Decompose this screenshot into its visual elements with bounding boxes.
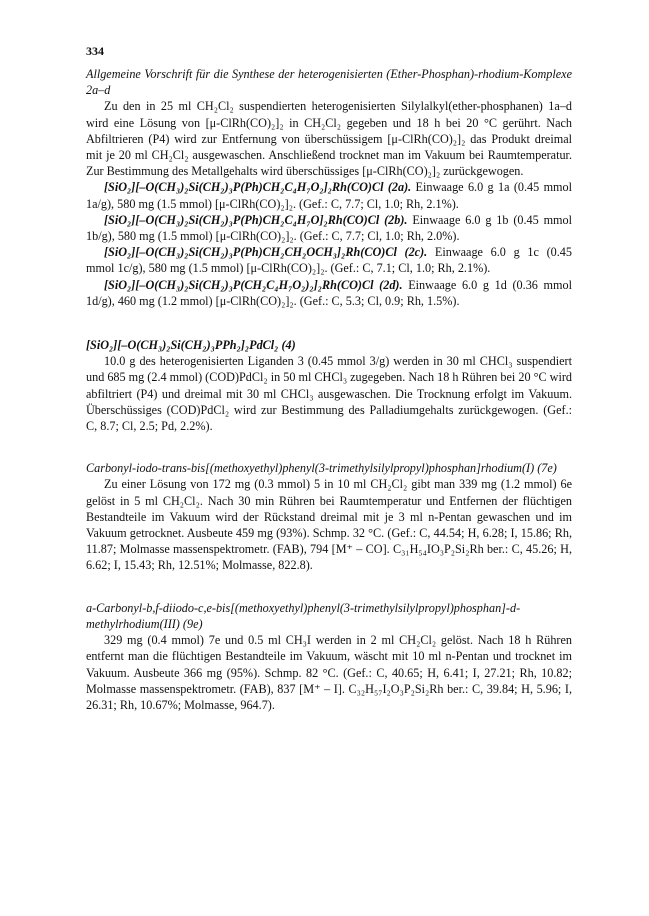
section-heading-compound-9e: a-Carbonyl-b,f-diiodo-c,e-bis[(methoxyethyl)phenyl(3-trimethylsilylpropyl)phosphan]-d-methylrhodium(III) (9e) — [86, 600, 521, 631]
paragraph-general-procedure: Zu den in 25 ml CH₂Cl₂ suspendierten heterogenisierten Silylalkyl(ether-phosphanen) 1a–d wird eine Lösung von [μ-ClRh(CO)₂]₂ in CH₂Cl₂ gegeben und 18 h bei 20 °C gerührt. Nach Abfiltrieren (P4) wird zur Entfernung von überschüssigem [μ-ClRh(CO)₂]₂ das Produkt dreimal mit je 20 ml CH₂Cl₂ ausgewaschen. Anschließend trocknet man im Vakuum bei Raumtemperatur. Zur Bestimmung des Metallgehalts wird überschüssiges [μ-ClRh(CO)₂]₂ zurückgewogen. — [86, 99, 572, 179]
entry-2d-text: Einwaage 6.0 g 1d (0.36 mmol 1d/g), 460 mg (1.2 mmol) [μ-ClRh(CO)₂]₂. (Gef.: C, 5.3; Cl, 0.9; Rh, 1.5%). — [86, 277, 573, 308]
section-spacer — [86, 574, 572, 600]
section-heading-compound-7e: Carbonyl-iodo-trans-bis[(methoxyethyl)phenyl(3-trimethylsilylpropyl)phosphan]rhodium(I) (7e) — [86, 461, 557, 476]
page-number: 334 — [86, 44, 104, 58]
page-text — [86, 66, 572, 713]
section-heading-general-procedure: Allgemeine Vorschrift für die Synthese der heterogenisierten (Ether-Phosphan)-rhodium-Komplexe 2a–d — [86, 67, 572, 98]
paragraph-compound-7e: Zu einer Lösung von 172 mg (0.3 mmol) 5 in 10 ml CH₂Cl₂ gibt man 339 mg (1.2 mmol) 6e gelöst in 5 ml CH₂Cl₂. Nach 30 min Rühren bei Raumtemperatur und Entfernen der flüchtigen Bestandteile im Vakuum wird der Rückstand dreimal mit je 3 ml n-Pentan gewaschen und im Vakuum getrocknet. Ausbeute 459 mg (93%). Schmp. 32 °C. (Gef.: C, 44.54; H, 6.28; I, 15.86; Rh, 11.87; Molmasse massenspektrometr. (FAB), 794 [M⁺ – CO]. C₃₁H₅₄IO₃P₂Si₂Rh ber.: C, 45.26; H, 6.62; I, 15.43; Rh, 12.51%; Molmasse, 822.8). — [86, 477, 572, 573]
paragraph-compound-4: 10.0 g des heterogenisierten Liganden 3 (0.45 mmol 3/g) werden in 30 ml CHCl₃ suspendiert und 685 mg (2.4 mmol) (COD)PdCl₂ in 50 ml CHCl₃ zugegeben. Nach 18 h Rühren bei 20 °C wird abfiltriert (P4) und dreimal mit 30 ml CHCl₃ ausgewaschen. Die Trocknung erfolgt im Vakuum. Überschüssiges (COD)PdCl₂ wird zur Bestimmung des Palladiumgehalts zurückgewogen. (Gef.: C, 8.7; Cl, 2.5; Pd, 2.2%). — [86, 354, 572, 434]
paragraph-compound-9e: 329 mg (0.4 mmol) 7e und 0.5 ml CH₃I werden in 2 ml CH₂Cl₂ gelöst. Nach 18 h Rühren entfernt man die flüchtigen Bestandteile im Vakuum, wäscht mit 10 ml n-Pentan und trocknet im Vakuum. Ausbeute 366 mg (95%). Schmp. 82 °C. (Gef.: C, 40.65; H, 6.41; I, 27.21; Rh, 10.82; Molmasse massenspektrometr. (FAB), 837 [M⁺ – I]. C₃₂H₅₇I₂O₃P₂Si₂Rh ber.: C, 39.84; H, 5.96; I, 26.31; Rh, 10.67%; Molmasse, 964.7). — [86, 633, 572, 712]
entry-2d — [86, 277, 572, 309]
entry-2c — [86, 244, 572, 276]
section-spacer — [86, 309, 572, 337]
entry-2b — [86, 212, 572, 244]
entry-2b-text: Einwaage 6.0 g 1b (0.45 mmol 1b/g), 580 mg (1.5 mmol) [μ-ClRh(CO)₂]₂. (Gef.: C, 7.7; Cl, 1.0; Rh, 2.0%). — [86, 212, 573, 244]
section-spacer — [86, 434, 572, 460]
section-heading-compound-4: [SiO₂][–O(CH₃)₂Si(CH₂)₃PPh₂]₂PdCl₂ (4) — [86, 338, 296, 353]
formula-2a: [SiO₂][–O(CH₃)₂Si(CH₂)₃P(Ph)CH₂C₄H₇O₂]₂Rh(CO)Cl (2a). — [104, 180, 412, 195]
entry-2a-text: Einwaage 6.0 g 1a (0.45 mmol 1a/g), 580 mg (1.5 mmol) [μ-ClRh(CO)₂]₂. (Gef.: C, 7.7; Cl, 1.0; Rh, 2.1%). — [86, 180, 573, 211]
formula-2d: [SiO₂][–O(CH₃)₂Si(CH₂)₃P(CH₂C₄H₇O₂)₂]₂Rh(CO)Cl (2d). — [104, 277, 403, 292]
entry-2a — [86, 179, 572, 211]
formula-2c: [SiO₂][–O(CH₃)₂Si(CH₂)₃P(Ph)CH₂CH₂OCH₃]₂Rh(CO)Cl (2c). — [104, 245, 428, 260]
formula-2b: [SiO₂][–O(CH₃)₂Si(CH₂)₃P(Ph)CH₂C₄H₇O]₂Rh(CO)Cl (2b). — [104, 212, 408, 227]
entry-2c-text: Einwaage 6.0 g 1c (0.45 mmol 1c/g), 580 mg (1.5 mmol) [μ-ClRh(CO)₂]₂. (Gef.: C, 7.1; Cl, 1.0; Rh, 2.1%). — [86, 245, 572, 276]
